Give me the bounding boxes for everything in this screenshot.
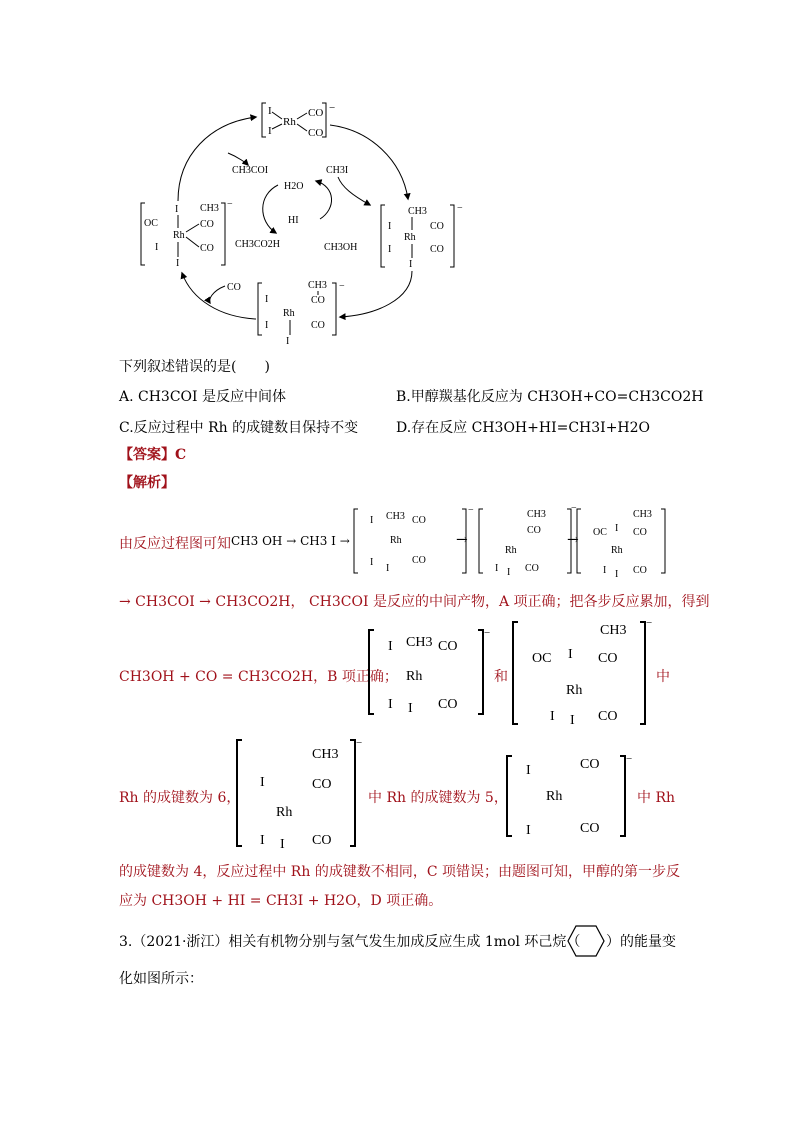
analysis-complex-2	[477, 505, 575, 579]
bottom-rh-complex	[258, 280, 345, 347]
arrow-bottom-to-left	[182, 273, 256, 319]
svg-text:CH3: CH3	[308, 280, 327, 291]
svg-text:OC: OC	[593, 527, 607, 538]
svg-text:I: I	[408, 701, 413, 716]
analysis-l4-a: Rh 的成键数为 6，	[119, 790, 241, 806]
svg-text:CO: CO	[580, 757, 600, 772]
arrow-co-in	[210, 286, 225, 303]
cyclohexane-icon	[566, 924, 606, 958]
svg-text:CO: CO	[308, 107, 324, 119]
svg-text:−: −	[339, 281, 345, 292]
svg-text:CH3CO2H: CH3CO2H	[235, 239, 281, 250]
analysis-complex-5	[510, 618, 652, 728]
svg-text:CO: CO	[438, 639, 458, 654]
svg-text:Rh: Rh	[406, 669, 423, 684]
svg-text:−: −	[484, 627, 491, 639]
analysis-l5: 的成键数为 4，反应过程中 Rh 的成键数不相同，C 项错误；由题图可知，甲醇的第一步反	[119, 864, 680, 880]
svg-text:I: I	[570, 713, 575, 728]
svg-text:CO: CO	[430, 244, 444, 255]
svg-text:I: I	[370, 515, 374, 526]
svg-text:−: −	[457, 203, 463, 214]
svg-text:CO: CO	[580, 821, 600, 836]
catalytic-cycle-diagram	[130, 95, 470, 355]
svg-text:CH3: CH3	[408, 206, 427, 217]
svg-text:I: I	[268, 125, 272, 137]
svg-text:CO: CO	[633, 565, 647, 576]
svg-text:I: I	[388, 244, 392, 255]
svg-text:CO: CO	[200, 219, 214, 230]
svg-text:I: I	[526, 763, 531, 778]
svg-text:OC: OC	[532, 651, 552, 666]
svg-text:Rh: Rh	[566, 683, 583, 698]
svg-text:I: I	[280, 837, 285, 852]
svg-text:CH3: CH3	[312, 747, 339, 762]
option-a: A. CH3COI 是反应中间体	[119, 389, 287, 405]
svg-text:I: I	[526, 823, 531, 838]
svg-text:Rh: Rh	[283, 116, 296, 128]
svg-text:OC: OC	[144, 218, 158, 229]
svg-text:I: I	[388, 221, 392, 232]
svg-text:I: I	[409, 259, 413, 270]
svg-text:I: I	[155, 242, 159, 253]
option-c: C.反应过程中 Rh 的成键数目保持不变	[119, 420, 359, 436]
answer-label: 【答案】	[119, 447, 175, 463]
svg-text:CH3: CH3	[527, 509, 546, 520]
answer-line	[119, 446, 186, 464]
svg-text:H2O: H2O	[284, 181, 304, 192]
option-d: D.存在反应 CH3OH+HI=CH3I+H2O	[396, 420, 651, 436]
svg-text:CO: CO	[525, 563, 539, 574]
svg-text:−: −	[329, 102, 336, 114]
svg-text:CH3: CH3	[200, 203, 219, 214]
svg-text:−: −	[626, 753, 633, 765]
arrow-left-to-top	[178, 117, 256, 201]
analysis-complex-1	[352, 505, 474, 579]
svg-text:CO: CO	[200, 243, 214, 254]
svg-text:CH3I: CH3I	[326, 165, 349, 176]
right-rh-complex	[381, 203, 463, 270]
svg-text:CO: CO	[412, 555, 426, 566]
analysis-label: 【解析】	[119, 475, 175, 491]
analysis-l3-eq: CH3OH + CO = CH3CO2H，B 项正确；	[119, 669, 398, 685]
svg-text:CO: CO	[598, 651, 618, 666]
arrow-ch3i	[338, 177, 370, 205]
svg-text:HI: HI	[288, 215, 299, 226]
svg-text:I: I	[370, 557, 374, 568]
svg-text:I: I	[260, 833, 265, 848]
q3-line1-a: 3.（2021·浙江）相关有机物分别与氢气发生加成反应生成 1mol 环己烷（	[119, 934, 581, 950]
analysis-complex-3	[575, 505, 671, 579]
arrow-right-to-bottom	[340, 271, 412, 317]
svg-text:I: I	[268, 105, 272, 117]
svg-text:−: −	[571, 503, 577, 514]
arrow-top-to-right	[330, 125, 408, 199]
svg-text:CO: CO	[430, 221, 444, 232]
svg-text:Rh: Rh	[276, 805, 293, 820]
svg-text:CO: CO	[312, 833, 332, 848]
svg-text:CO: CO	[311, 320, 325, 331]
svg-text:CO: CO	[308, 127, 324, 139]
svg-text:CO: CO	[412, 515, 426, 526]
svg-text:I: I	[388, 697, 393, 712]
svg-text:CO: CO	[633, 527, 647, 538]
analysis-complex-6	[234, 736, 364, 850]
svg-text:CO: CO	[598, 709, 618, 724]
q3-line1-b: ）的能量变	[606, 934, 676, 950]
svg-text:Rh: Rh	[283, 308, 295, 319]
svg-text:CO: CO	[311, 295, 325, 306]
svg-text:I: I	[388, 639, 393, 654]
svg-text:I: I	[175, 204, 179, 215]
analysis-complex-7	[504, 752, 632, 842]
top-rh-complex	[262, 102, 335, 139]
svg-text:Rh: Rh	[546, 789, 563, 804]
svg-text:Rh: Rh	[390, 535, 402, 546]
svg-text:I: I	[615, 569, 619, 580]
svg-text:Rh: Rh	[611, 545, 623, 556]
arrow-h2o-right	[316, 181, 332, 219]
svg-text:I: I	[265, 320, 269, 331]
svg-text:−: −	[468, 505, 474, 516]
svg-text:CH3COI: CH3COI	[232, 165, 269, 176]
svg-text:−: −	[356, 737, 363, 749]
svg-text:I: I	[568, 647, 573, 662]
svg-text:CO: CO	[227, 282, 241, 293]
svg-text:CH3: CH3	[600, 623, 627, 638]
analysis-complex-4	[366, 626, 490, 718]
svg-text:−: −	[646, 617, 653, 629]
svg-text:I: I	[507, 567, 511, 578]
svg-text:I: I	[495, 563, 499, 574]
svg-text:CH3: CH3	[386, 511, 405, 522]
question-stem: 下列叙述错误的是( )	[119, 359, 270, 375]
analysis-l1-eq: CH3 OH → CH3 I →	[231, 534, 350, 548]
svg-text:CO: CO	[438, 697, 458, 712]
arrow-to-ch3coi	[228, 153, 248, 165]
q3-line2: 化如图所示：	[119, 971, 203, 987]
svg-text:I: I	[260, 775, 265, 790]
svg-text:CH3OH: CH3OH	[324, 242, 358, 253]
svg-text:Rh: Rh	[173, 230, 185, 241]
svg-text:I: I	[615, 523, 619, 534]
svg-text:−: −	[227, 199, 233, 210]
svg-text:I: I	[176, 258, 180, 269]
svg-text:CO: CO	[312, 777, 332, 792]
arrow-hi-regen-left	[263, 185, 278, 233]
svg-text:I: I	[550, 709, 555, 724]
svg-text:I: I	[286, 336, 290, 347]
analysis-l6: 应为 CH3OH + HI = CH3I + H2O，D 项正确。	[119, 893, 443, 909]
analysis-l1-pre: 由反应过程图可知	[119, 536, 231, 552]
option-b: B.甲醇羰基化反应为 CH3OH+CO=CH3CO2H	[396, 389, 704, 405]
svg-text:I: I	[603, 565, 607, 576]
svg-text:CH3: CH3	[406, 635, 433, 650]
svg-text:Rh: Rh	[404, 232, 416, 243]
svg-text:I: I	[265, 294, 269, 305]
left-rh-complex	[141, 199, 233, 269]
svg-text:Rh: Rh	[505, 545, 517, 556]
answer-value: C	[175, 447, 187, 463]
svg-text:CH3: CH3	[633, 509, 652, 520]
svg-text:CO: CO	[527, 525, 541, 536]
analysis-l2: → CH3COI → CH3CO2H， CH3COI 是反应的中间产物，A 项正确；把各步反应累加，得到	[119, 594, 710, 610]
svg-text:I: I	[386, 563, 390, 574]
document-page: I I Rh CO CO − I CH3 OC Rh CO I CO I − CH3 I CO Rh I CO I − CH3 I CO Rh I CO I − CH3COI CH3I H2O HI CH3CO2H CH3OH CO 下列叙述错误的是( ) A. CH3COI 是反应中间体 B.甲醇羰基化反应为 CH3OH+CO=CH3CO2H C.反应过程中 Rh 的成键数目保持不变 D.存在反应 CH3OH+HI=CH3I+H2O 【答案】C 【解析】 由反应过程图可知 CH3 OH → CH3 I → I CH3 CO Rh CO I I − → CH3 CO Rh I I CO − → CH3 OC I CO Rh I I CO → CH3COI → CH3CO2H， CH3COI 是反应的中间产物，A 项正确；把各步反应累加，得到 CH3OH + CO = CH3CO2H，B 项正确； I CH3 CO Rh I I CO − 和 CH3 OC I CO Rh I I CO − 中 Rh 的成键数为 6， CH3 CO I Rh I I CO − 中 Rh 的成键数为 5， I CO Rh I CO − 中 Rh 的成键数为 4，反应过程中 Rh 的成键数不相同，C 项错误；由题图可知，甲醇的第一步反 应为 CH3OH + HI = CH3I + H2O，D 项正确。 3.（2021·浙江）相关有机物分别与氢气发生加成反应生成 1mol 环己烷（ ）的能量变 化如图所示：	[0, 0, 794, 1123]
